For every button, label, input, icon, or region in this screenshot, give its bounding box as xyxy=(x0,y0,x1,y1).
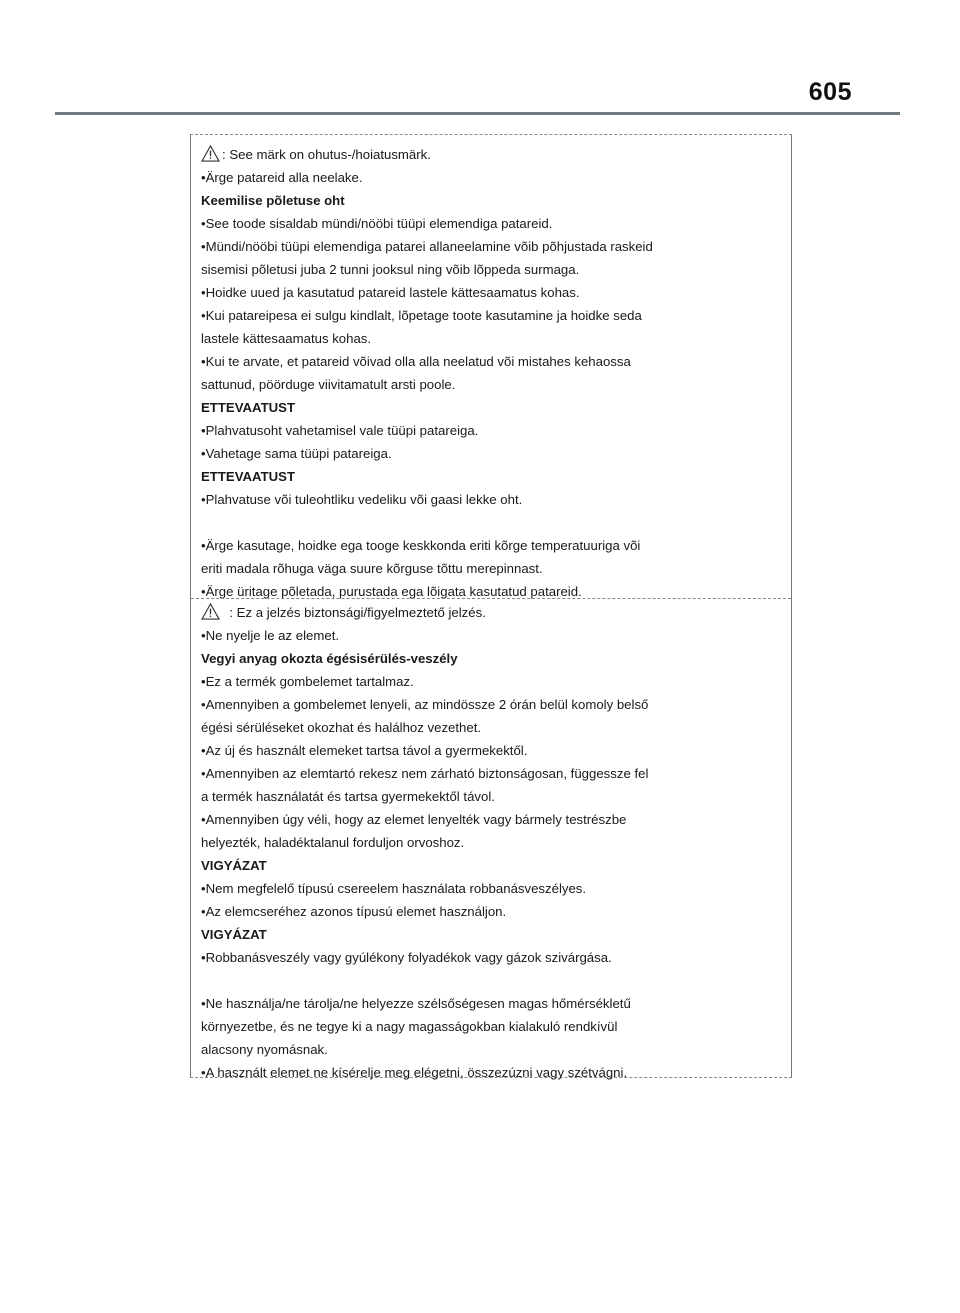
section-heading: ETTEVAATUST xyxy=(201,469,296,484)
text-line: alacsony nyomásnak. xyxy=(201,1042,328,1057)
text-line: •Az új és használt elemeket tartsa távol a gyermekektől. xyxy=(201,743,528,758)
text-line: •Ne használja/ne tárolja/ne helyezze szélsőségesen magas hőmérsékletű xyxy=(201,996,631,1011)
text-line: •Kui te arvate, et patareid võivad olla alla neelatud või mistahes kehaossa xyxy=(201,354,631,369)
text-line: •Nem megfelelő típusú csereelem használata robbanásveszélyes. xyxy=(201,881,587,896)
page-number: 605 xyxy=(808,78,852,106)
text-line: sattunud, pöörduge viivitamatult arsti poole. xyxy=(201,377,456,392)
warning-triangle-icon xyxy=(201,603,220,620)
warning-symbol-line xyxy=(201,601,781,624)
warning-symbol-text: : See märk on ohutus-/hoiatusmärk. xyxy=(222,147,431,162)
section-heading: VIGYÁZAT xyxy=(201,927,267,942)
section-divider xyxy=(191,598,791,599)
warning-symbol-text: : Ez a jelzés biztonsági/figyelmeztető jelzés. xyxy=(229,605,486,620)
text-line: •Robbanásveszély vagy gyúlékony folyadékok vagy gázok szivárgása. xyxy=(201,950,612,965)
section-heading: ETTEVAATUST xyxy=(201,400,296,415)
text-line: •Plahvatusoht vahetamisel vale tüüpi patareiga. xyxy=(201,423,479,438)
text-line: •Ärge kasutage, hoidke ega tooge keskkonda eriti kõrge temperatuuriga või xyxy=(201,538,641,553)
text-line: •Amennyiben úgy véli, hogy az elemet lenyelték vagy bármely testrészbe xyxy=(201,812,627,827)
spacer xyxy=(201,969,781,992)
section-heading: VIGYÁZAT xyxy=(201,858,267,873)
text-line: •Mündi/nööbi tüüpi elemendiga patarei allaneelamine võib põhjustada raskeid xyxy=(201,239,653,254)
text-line: sisemisi põletusi juba 2 tunni jooksul ning võib lõppeda surmaga. xyxy=(201,262,580,277)
text-line: •Kui patareipesa ei sulgu kindlalt, lõpetage toote kasutamine ja hoidke seda xyxy=(201,308,642,323)
header-rule xyxy=(55,112,900,115)
battery-warning-box xyxy=(190,134,792,1078)
text-line: helyezték, haladéktalanul forduljon orvoshoz. xyxy=(201,835,465,850)
text-line: •Ärge patareid alla neelake. xyxy=(201,170,363,185)
text-line: •A használt elemet ne kísérelje meg elégetni, összezúzni vagy szétvágni. xyxy=(201,1065,628,1080)
warning-triangle-icon xyxy=(201,145,220,162)
text-line: •Amennyiben az elemtartó rekesz nem zárható biztonságosan, függessze fel xyxy=(201,766,649,781)
section-heading: Keemilise põletuse oht xyxy=(201,193,345,208)
text-line: •Ärge üritage põletada, purustada ega lõigata kasutatud patareid. xyxy=(201,584,582,599)
text-line: •Amennyiben a gombelemet lenyeli, az mindössze 2 órán belül komoly belső xyxy=(201,697,649,712)
text-line: égési sérüléseket okozhat és halálhoz vezethet. xyxy=(201,720,482,735)
text-line: környezetbe, és ne tegye ki a nagy magasságokban kialakuló rendkívül xyxy=(201,1019,618,1034)
estonian-warning-section xyxy=(201,143,781,603)
text-line: a termék használatát és tartsa gyermekektől távol. xyxy=(201,789,495,804)
text-line: •Plahvatuse või tuleohtliku vedeliku või gaasi lekke oht. xyxy=(201,492,523,507)
text-line: •Vahetage sama tüüpi patareiga. xyxy=(201,446,392,461)
text-line: •Hoidke uued ja kasutatud patareid lastele kättesaamatus kohas. xyxy=(201,285,580,300)
text-line: lastele kättesaamatus kohas. xyxy=(201,331,372,346)
text-line: •See toode sisaldab mündi/nööbi tüüpi elemendiga patareid. xyxy=(201,216,553,231)
spacer xyxy=(201,511,781,534)
text-line: eriti madala rõhuga väga suure kõrguse tõttu merepinnast. xyxy=(201,561,543,576)
text-line: •Ne nyelje le az elemet. xyxy=(201,628,340,643)
section-heading: Vegyi anyag okozta égésisérülés-veszély xyxy=(201,651,458,666)
warning-symbol-line xyxy=(201,143,781,166)
hungarian-warning-section xyxy=(201,601,781,1084)
text-line: •Ez a termék gombelemet tartalmaz. xyxy=(201,674,414,689)
text-line: •Az elemcseréhez azonos típusú elemet használjon. xyxy=(201,904,507,919)
